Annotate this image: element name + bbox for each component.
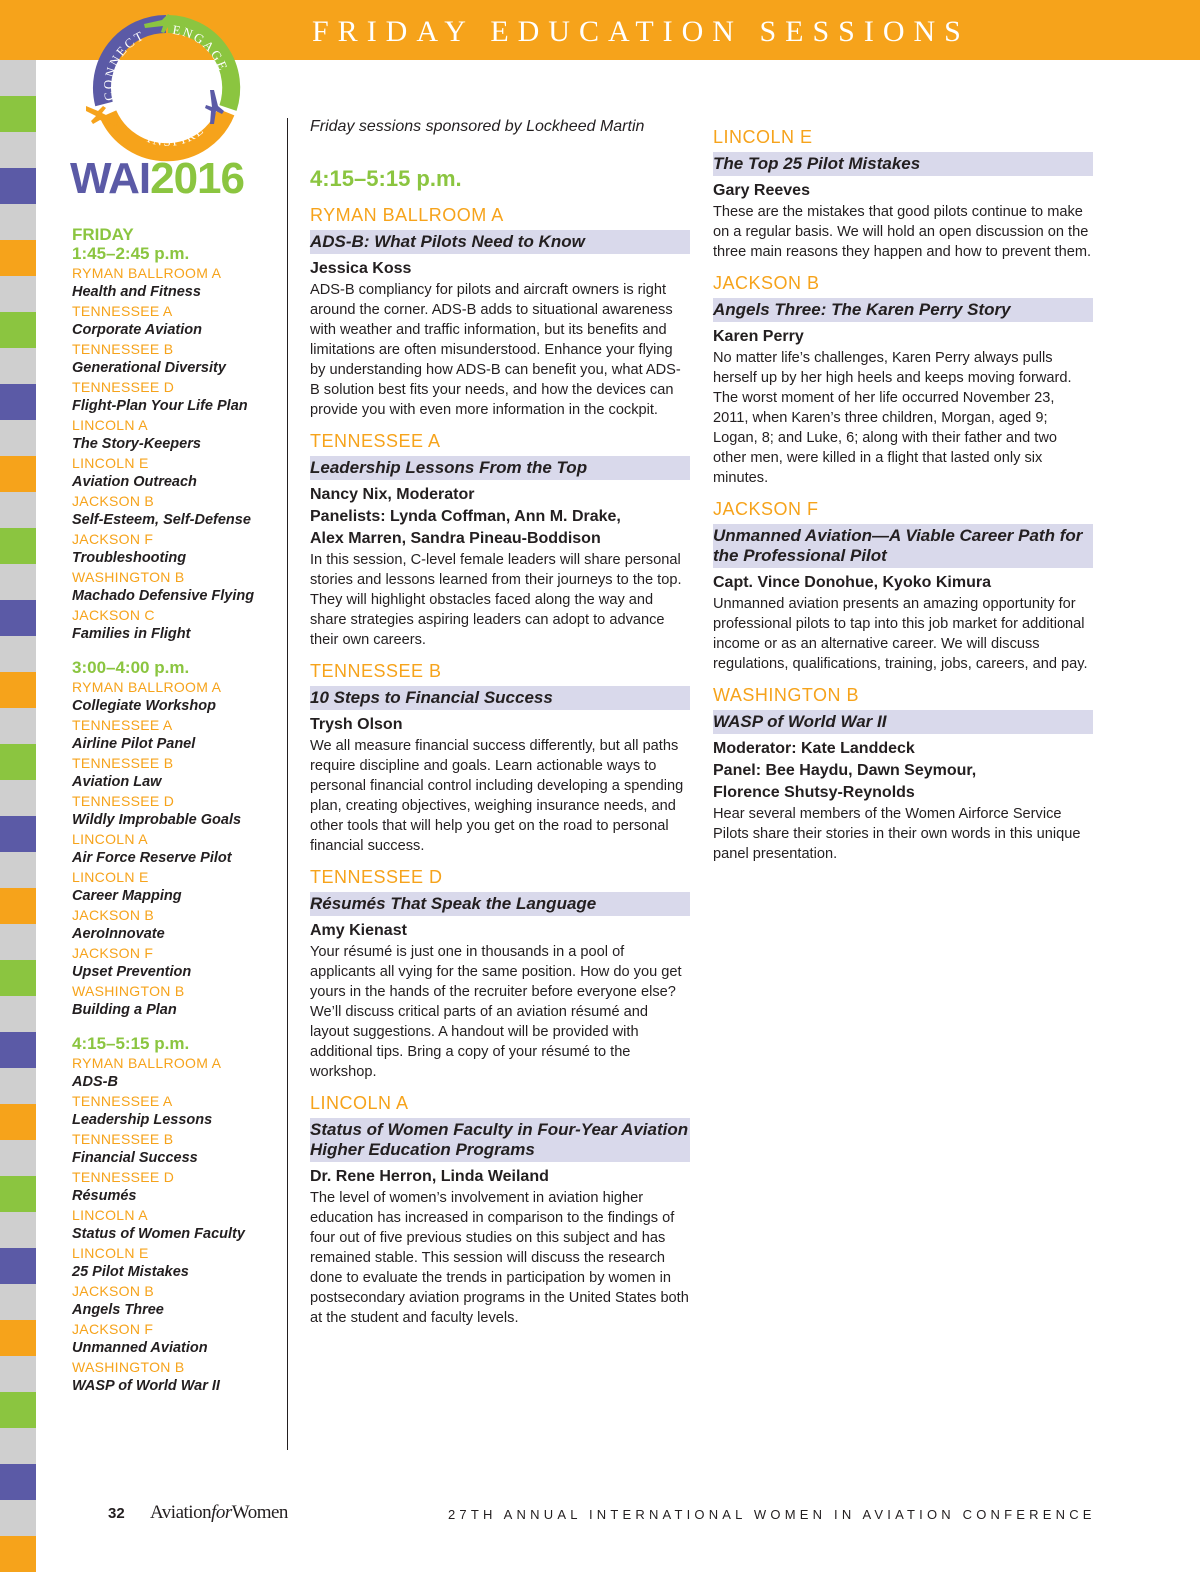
- schedule-room: LINCOLN E: [72, 869, 149, 885]
- session-block: [310, 866, 690, 1082]
- stripe-segment: [0, 240, 36, 276]
- session-room: TENNESSEE D: [310, 867, 443, 887]
- session-description: In this session, C-level female leaders will share personal stories and lessons learned from their journeys to the top. They will highlight obstacles faced along the way and share strategies aspiring leaders can adopt to advance their own careers.: [310, 552, 682, 648]
- stripe-segment: [0, 1248, 36, 1284]
- session-room: TENNESSEE A: [310, 431, 441, 451]
- stripe-segment: [0, 636, 36, 672]
- session-speaker: Florence Shutsy-Reynolds: [713, 784, 915, 801]
- wai-2016-wordmark: [70, 154, 244, 204]
- session-block: [713, 684, 1093, 864]
- schedule-room: LINCOLN A: [72, 831, 148, 847]
- schedule-room: TENNESSEE A: [72, 1093, 173, 1109]
- session-room: JACKSON F: [713, 499, 819, 519]
- schedule-session-title: Air Force Reserve Pilot: [72, 850, 232, 866]
- session-room: WASHINGTON B: [713, 685, 860, 705]
- stripe-segment: [0, 1392, 36, 1428]
- session-block: [713, 272, 1093, 488]
- session-title: Unmanned Aviation—A Viable Career Path for the Professional Pilot: [713, 524, 1093, 568]
- schedule-room: TENNESSEE D: [72, 793, 175, 809]
- schedule-room: TENNESSEE D: [72, 379, 175, 395]
- schedule-room: LINCOLN A: [72, 417, 148, 433]
- stripe-segment: [0, 168, 36, 204]
- stripe-segment: [0, 744, 36, 780]
- schedule-session-title: Résumés: [72, 1188, 137, 1204]
- session-title: Angels Three: The Karen Perry Story: [713, 298, 1093, 322]
- stripe-segment: [0, 528, 36, 564]
- stripe-segment: [0, 1212, 36, 1248]
- schedule-session-title: WASP of World War II: [72, 1378, 220, 1394]
- schedule-session-title: Health and Fitness: [72, 284, 201, 300]
- stripe-segment: [0, 1032, 36, 1068]
- schedule-sidebar: [72, 226, 287, 1396]
- stripe-segment: [0, 96, 36, 132]
- session-description: We all measure financial success differently, but all paths require discipline and goals. Learn actionable ways to personal financial control including developing a spending plan, creating objectives, weighing insurance needs, and other tools that will help you get on the road to personal financial success.: [310, 738, 684, 854]
- schedule-room: TENNESSEE B: [72, 1131, 174, 1147]
- session-speaker: Dr. Rene Herron, Linda Weiland: [310, 1168, 549, 1185]
- wai-logo: [86, 8, 246, 168]
- schedule-session-title: Troubleshooting: [72, 550, 187, 566]
- stripe-segment: [0, 888, 36, 924]
- schedule-session-title: Flight-Plan Your Life Plan: [72, 398, 248, 414]
- schedule-session-title: Self-Esteem, Self-Defense: [72, 512, 251, 528]
- schedule-day: FRIDAY: [72, 225, 134, 244]
- main-column-left: [310, 116, 690, 1338]
- stripe-segment: [0, 1320, 36, 1356]
- schedule-session-title: Unmanned Aviation: [72, 1340, 208, 1356]
- stripe-segment: [0, 132, 36, 168]
- schedule-room: TENNESSEE D: [72, 1169, 175, 1185]
- stripe-segment: [0, 348, 36, 384]
- session-title: ADS-B: What Pilots Need to Know: [310, 230, 690, 254]
- schedule-session-title: The Story-Keepers: [72, 436, 201, 452]
- stripe-segment: [0, 204, 36, 240]
- schedule-room: JACKSON B: [72, 907, 155, 923]
- stripe-segment: [0, 924, 36, 960]
- schedule-room: JACKSON B: [72, 1283, 155, 1299]
- session-time-heading: 4:15–5:15 p.m.: [310, 166, 462, 191]
- schedule-session-title: Financial Success: [72, 1150, 198, 1166]
- stripe-segment: [0, 708, 36, 744]
- schedule-session-title: Upset Prevention: [72, 964, 192, 980]
- schedule-session-title: Machado Defensive Flying: [72, 588, 255, 604]
- schedule-session-title: Aviation Law: [72, 774, 162, 790]
- logo-word-engage: ENGAGE: [171, 21, 232, 74]
- session-speaker: Panelists: Lynda Coffman, Ann M. Drake,: [310, 508, 621, 525]
- session-block: [310, 204, 690, 420]
- schedule-room: TENNESSEE B: [72, 755, 174, 771]
- stripe-segment: [0, 420, 36, 456]
- schedule-room: LINCOLN E: [72, 455, 149, 471]
- stripe-segment: [0, 1104, 36, 1140]
- schedule-room: LINCOLN A: [72, 1207, 148, 1223]
- schedule-session-title: Leadership Lessons: [72, 1112, 213, 1128]
- schedule-room: JACKSON F: [72, 531, 154, 547]
- schedule-room: WASHINGTON B: [72, 569, 185, 585]
- schedule-room: WASHINGTON B: [72, 1359, 185, 1375]
- stripe-segment: [0, 780, 36, 816]
- schedule-session-title: Building a Plan: [72, 1002, 177, 1018]
- session-description: The level of women’s involvement in aviation higher education has increased in comparison to the findings of four out of five previous studies on this subject and has remained stable. This session will discuss the research done to evaluate the trends in participation by women in postsecondary aviation programs in the United States both at the student and faculty levels.: [310, 1190, 689, 1326]
- sponsor-note: Friday sessions sponsored by Lockheed Martin: [310, 118, 645, 135]
- session-room: TENNESSEE B: [310, 661, 442, 681]
- session-title: 10 Steps to Financial Success: [310, 686, 690, 710]
- stripe-segment: [0, 1356, 36, 1392]
- stripe-segment: [0, 492, 36, 528]
- session-room: RYMAN BALLROOM A: [310, 205, 504, 225]
- session-speaker: Amy Kienast: [310, 922, 407, 939]
- stripe-segment: [0, 960, 36, 996]
- schedule-room: JACKSON F: [72, 1321, 154, 1337]
- session-title: Status of Women Faculty in Four-Year Aviation Higher Education Programs: [310, 1118, 690, 1162]
- stripe-segment: [0, 564, 36, 600]
- session-description: Unmanned aviation presents an amazing opportunity for professional pilots to tap into this job market for additional income or as an alternative career. We will discuss regulations, qualifications, training, jobs, careers, and pay.: [713, 596, 1088, 672]
- schedule-room: LINCOLN E: [72, 1245, 149, 1261]
- stripe-segment: [0, 1500, 36, 1536]
- stripe-segment: [0, 384, 36, 420]
- schedule-room: RYMAN BALLROOM A: [72, 265, 222, 281]
- session-block: [713, 126, 1093, 262]
- session-speaker: Capt. Vince Donohue, Kyoko Kimura: [713, 574, 991, 591]
- schedule-room: RYMAN BALLROOM A: [72, 1055, 222, 1071]
- session-speaker: Moderator: Kate Landdeck: [713, 740, 915, 757]
- year-text: 2016: [150, 154, 244, 203]
- session-room: LINCOLN E: [713, 127, 813, 147]
- conference-name: 27TH ANNUAL INTERNATIONAL WOMEN IN AVIATION CONFERENCE: [448, 1507, 1096, 1522]
- session-description: Hear several members of the Women Airforce Service Pilots share their stories in their own words in this unique panel presentation.: [713, 806, 1081, 862]
- session-description: Your résumé is just one in thousands in a pool of applicants all vying for the same position. How do you get yours in the hands of the recruiter before everyone else? We’ll discuss critical parts of an aviation résumé and layout suggestions. A handout will be provided with additional tips. Bring a copy of your résumé to the workshop.: [310, 944, 682, 1080]
- session-description: These are the mistakes that good pilots continue to make on a regular basis. We will hold an open discussion on the three main reasons they happen and how to prevent them.: [713, 204, 1092, 260]
- magazine-name-part: Aviation: [150, 1502, 212, 1523]
- logo-word-inspire: INSPIRE: [145, 121, 208, 149]
- session-title: Leadership Lessons From the Top: [310, 456, 690, 480]
- schedule-session-title: 25 Pilot Mistakes: [72, 1264, 189, 1280]
- logo-word-connect: CONNECT: [100, 27, 148, 102]
- page-title: FRIDAY EDUCATION SESSIONS: [312, 15, 970, 48]
- stripe-segment: [0, 1140, 36, 1176]
- session-description: No matter life’s challenges, Karen Perry always pulls herself up by her high heels and keeps moving forward. The worst moment of her life occurred November 23, 2011, when Karen’s three children, Morgan, aged 9; Logan, 8; and Luke, 6; along with their father and two other men, were killed in a flight that lasted only six minutes.: [713, 350, 1072, 486]
- schedule-session-title: Collegiate Workshop: [72, 698, 216, 714]
- schedule-time: 4:15–5:15 p.m.: [72, 1034, 190, 1053]
- stripe-segment: [0, 600, 36, 636]
- schedule-room: JACKSON F: [72, 945, 154, 961]
- session-speaker: Panel: Bee Haydu, Dawn Seymour,: [713, 762, 977, 779]
- stripe-segment: [0, 60, 36, 96]
- stripe-segment: [0, 672, 36, 708]
- wai-text: WAI: [70, 154, 151, 203]
- stripe-segment: [0, 1176, 36, 1212]
- stripe-segment: [0, 312, 36, 348]
- schedule-session-title: Families in Flight: [72, 626, 191, 642]
- session-room: LINCOLN A: [310, 1093, 409, 1113]
- column-divider: [287, 118, 288, 1450]
- stripe-segment: [0, 1428, 36, 1464]
- session-title: The Top 25 Pilot Mistakes: [713, 152, 1093, 176]
- session-title: Résumés That Speak the Language: [310, 892, 690, 916]
- schedule-session-title: AeroInnovate: [72, 926, 165, 942]
- session-block: [310, 430, 690, 650]
- session-block: [310, 660, 690, 856]
- schedule-session-title: Generational Diversity: [72, 360, 226, 376]
- schedule-session-title: Status of Women Faculty: [72, 1226, 245, 1242]
- stripe-segment: [0, 1284, 36, 1320]
- schedule-session-title: Wildly Improbable Goals: [72, 812, 242, 828]
- session-speaker: Karen Perry: [713, 328, 804, 345]
- session-speaker: Jessica Koss: [310, 260, 412, 277]
- magazine-name: [150, 1502, 288, 1524]
- stripe-segment: [0, 1068, 36, 1104]
- stripe-segment: [0, 1536, 36, 1572]
- session-speaker: Nancy Nix, Moderator: [310, 486, 475, 503]
- schedule-room: TENNESSEE A: [72, 717, 173, 733]
- session-speaker: Trysh Olson: [310, 716, 403, 733]
- magazine-name-part: Women: [231, 1502, 288, 1523]
- stripe-segment: [0, 456, 36, 492]
- schedule-room: TENNESSEE B: [72, 341, 174, 357]
- decorative-stripe: [0, 60, 36, 1558]
- session-block: [713, 498, 1093, 674]
- session-title: WASP of World War II: [713, 710, 1093, 734]
- schedule-time: 3:00–4:00 p.m.: [72, 658, 190, 677]
- stripe-segment: [0, 1464, 36, 1500]
- schedule-room: JACKSON C: [72, 607, 155, 623]
- schedule-session-title: Aviation Outreach: [72, 474, 197, 490]
- schedule-session-title: Career Mapping: [72, 888, 182, 904]
- session-speaker: Alex Marren, Sandra Pineau-Boddison: [310, 530, 601, 547]
- schedule-session-title: Angels Three: [72, 1302, 164, 1318]
- schedule-session-title: ADS-B: [72, 1074, 118, 1090]
- stripe-segment: [0, 852, 36, 888]
- session-speaker: Gary Reeves: [713, 182, 810, 199]
- page-number: 32: [108, 1505, 125, 1522]
- schedule-room: RYMAN BALLROOM A: [72, 679, 222, 695]
- main-column-right: [713, 126, 1093, 874]
- session-room: JACKSON B: [713, 273, 820, 293]
- stripe-segment: [0, 276, 36, 312]
- stripe-segment: [0, 996, 36, 1032]
- magazine-name-part-italic: for: [211, 1502, 232, 1523]
- schedule-room: WASHINGTON B: [72, 983, 185, 999]
- session-description: ADS-B compliancy for pilots and aircraft owners is right around the corner. ADS-B adds to situational awareness with weather and traffic information, but its benefits and limitations are often misunderstood. Enhance your flying by understanding how ADS-B can benefit you, what ADS-B solution best fits your needs, and how the devices can provide you with even more information in the cockpit.: [310, 282, 681, 418]
- schedule-session-title: Corporate Aviation: [72, 322, 202, 338]
- schedule-room: TENNESSEE A: [72, 303, 173, 319]
- stripe-segment: [0, 816, 36, 852]
- schedule-room: JACKSON B: [72, 493, 155, 509]
- schedule-time: 1:45–2:45 p.m.: [72, 244, 190, 263]
- session-block: [310, 1092, 690, 1328]
- schedule-session-title: Airline Pilot Panel: [72, 736, 196, 752]
